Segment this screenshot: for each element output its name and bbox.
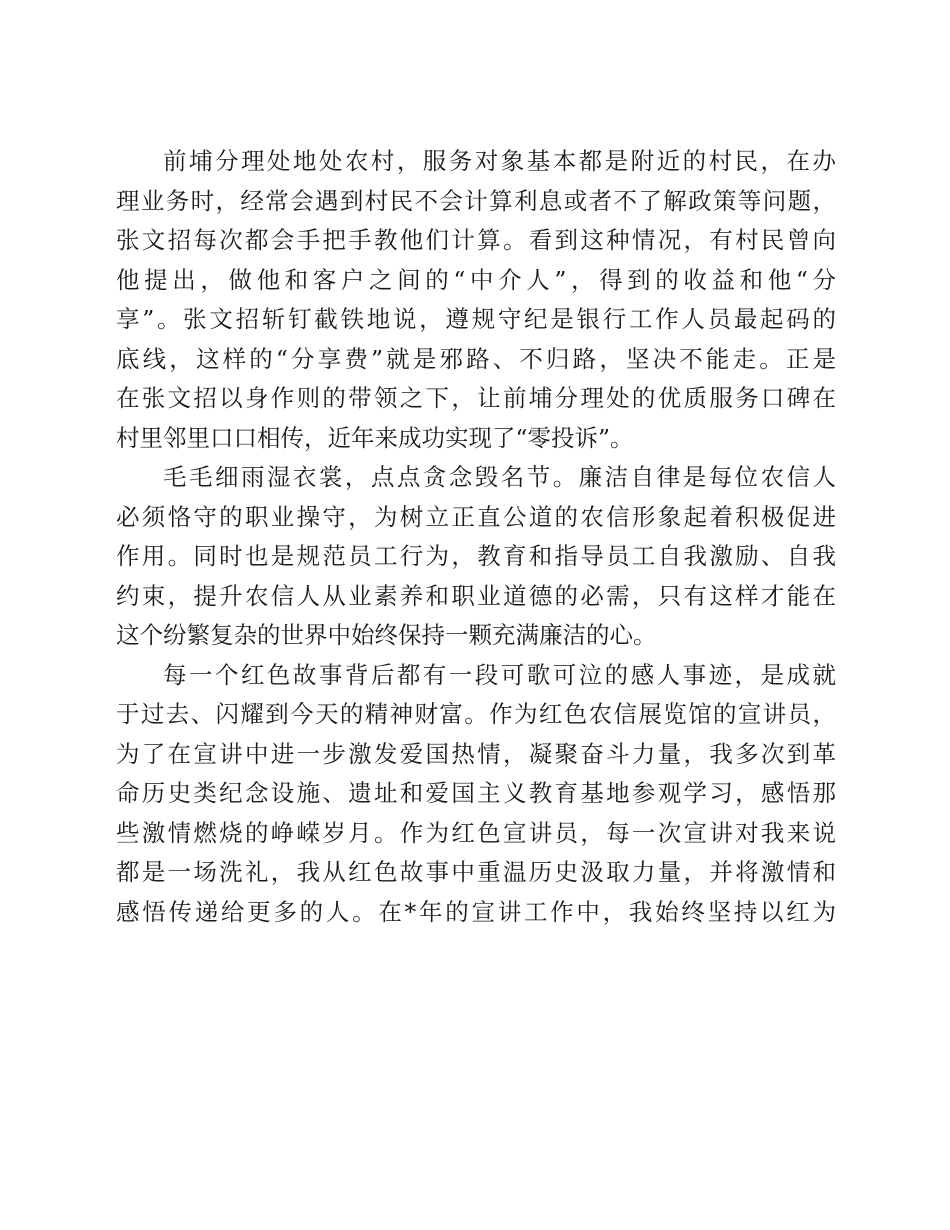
text-line: 理业务时，经常会遇到村民不会计算利息或者不了解政策等问题， [116,186,836,215]
text-line: 底线，这样的“分享费”就是邪路、不归路，坚决不能走。正是 [116,344,836,373]
text-line: 作用。同时也是规范员工行为，教育和指导员工自我激励、自我 [116,542,836,570]
text-line: 为了在宣讲中进一步激发爱国热情，凝聚奋斗力量，我多次到革 [116,739,836,768]
text-line: 必须恪守的职业操守，为树立正直公道的农信形象起着积极促进 [116,502,836,531]
text-line: 感悟传递给更多的人。在*年的宣讲工作中，我始终坚持以红为 [116,897,836,926]
text-line: 前埔分理处地处农村，服务对象基本都是附近的村民，在办 [163,147,836,175]
text-line: 约束，提升农信人从业素养和职业道德的必需，只有这样才能在 [116,581,836,610]
text-line: 在张文招以身作则的带领之下，让前埔分理处的优质服务口碑在 [116,384,836,412]
paragraph-1 [116,142,836,458]
text-line: 些激情燃烧的峥嵘岁月。作为红色宣讲员，每一次宣讲对我来说 [116,818,836,847]
text-line: 命历史类纪念设施、遗址和爱国主义教育基地参观学习，感悟那 [116,779,836,807]
text-line: 都是一场洗礼，我从红色故事中重温历史汲取力量，并将激情和 [116,858,836,886]
paragraph-2 [116,458,836,656]
text-line: 每一个红色故事背后都有一段可歌可泣的感人事迹，是成就 [163,660,836,689]
text-line: 于过去、闪耀到今天的精神财富。作为红色农信展览馆的宣讲员， [116,700,836,728]
text-line: 这个纷繁复杂的世界中始终保持一颗充满廉洁的心。 [116,621,657,649]
document-body [116,142,836,932]
text-line: 享”。张文招斩钉截铁地说，遵规守纪是银行工作人员最起码的 [116,305,836,333]
text-line: 毛毛细雨湿衣裳，点点贪念毁名节。廉洁自律是每位农信人 [163,463,836,491]
paragraph-3 [116,656,836,933]
text-line: 他提出，做他和客户之间的“中介人”，得到的收益和他“分 [116,265,836,294]
text-line: 村里邻里口口相传，近年来成功实现了“零投诉”。 [116,423,634,452]
text-line: 张文招每次都会手把手教他们计算。看到这种情况，有村民曾向 [116,226,836,254]
